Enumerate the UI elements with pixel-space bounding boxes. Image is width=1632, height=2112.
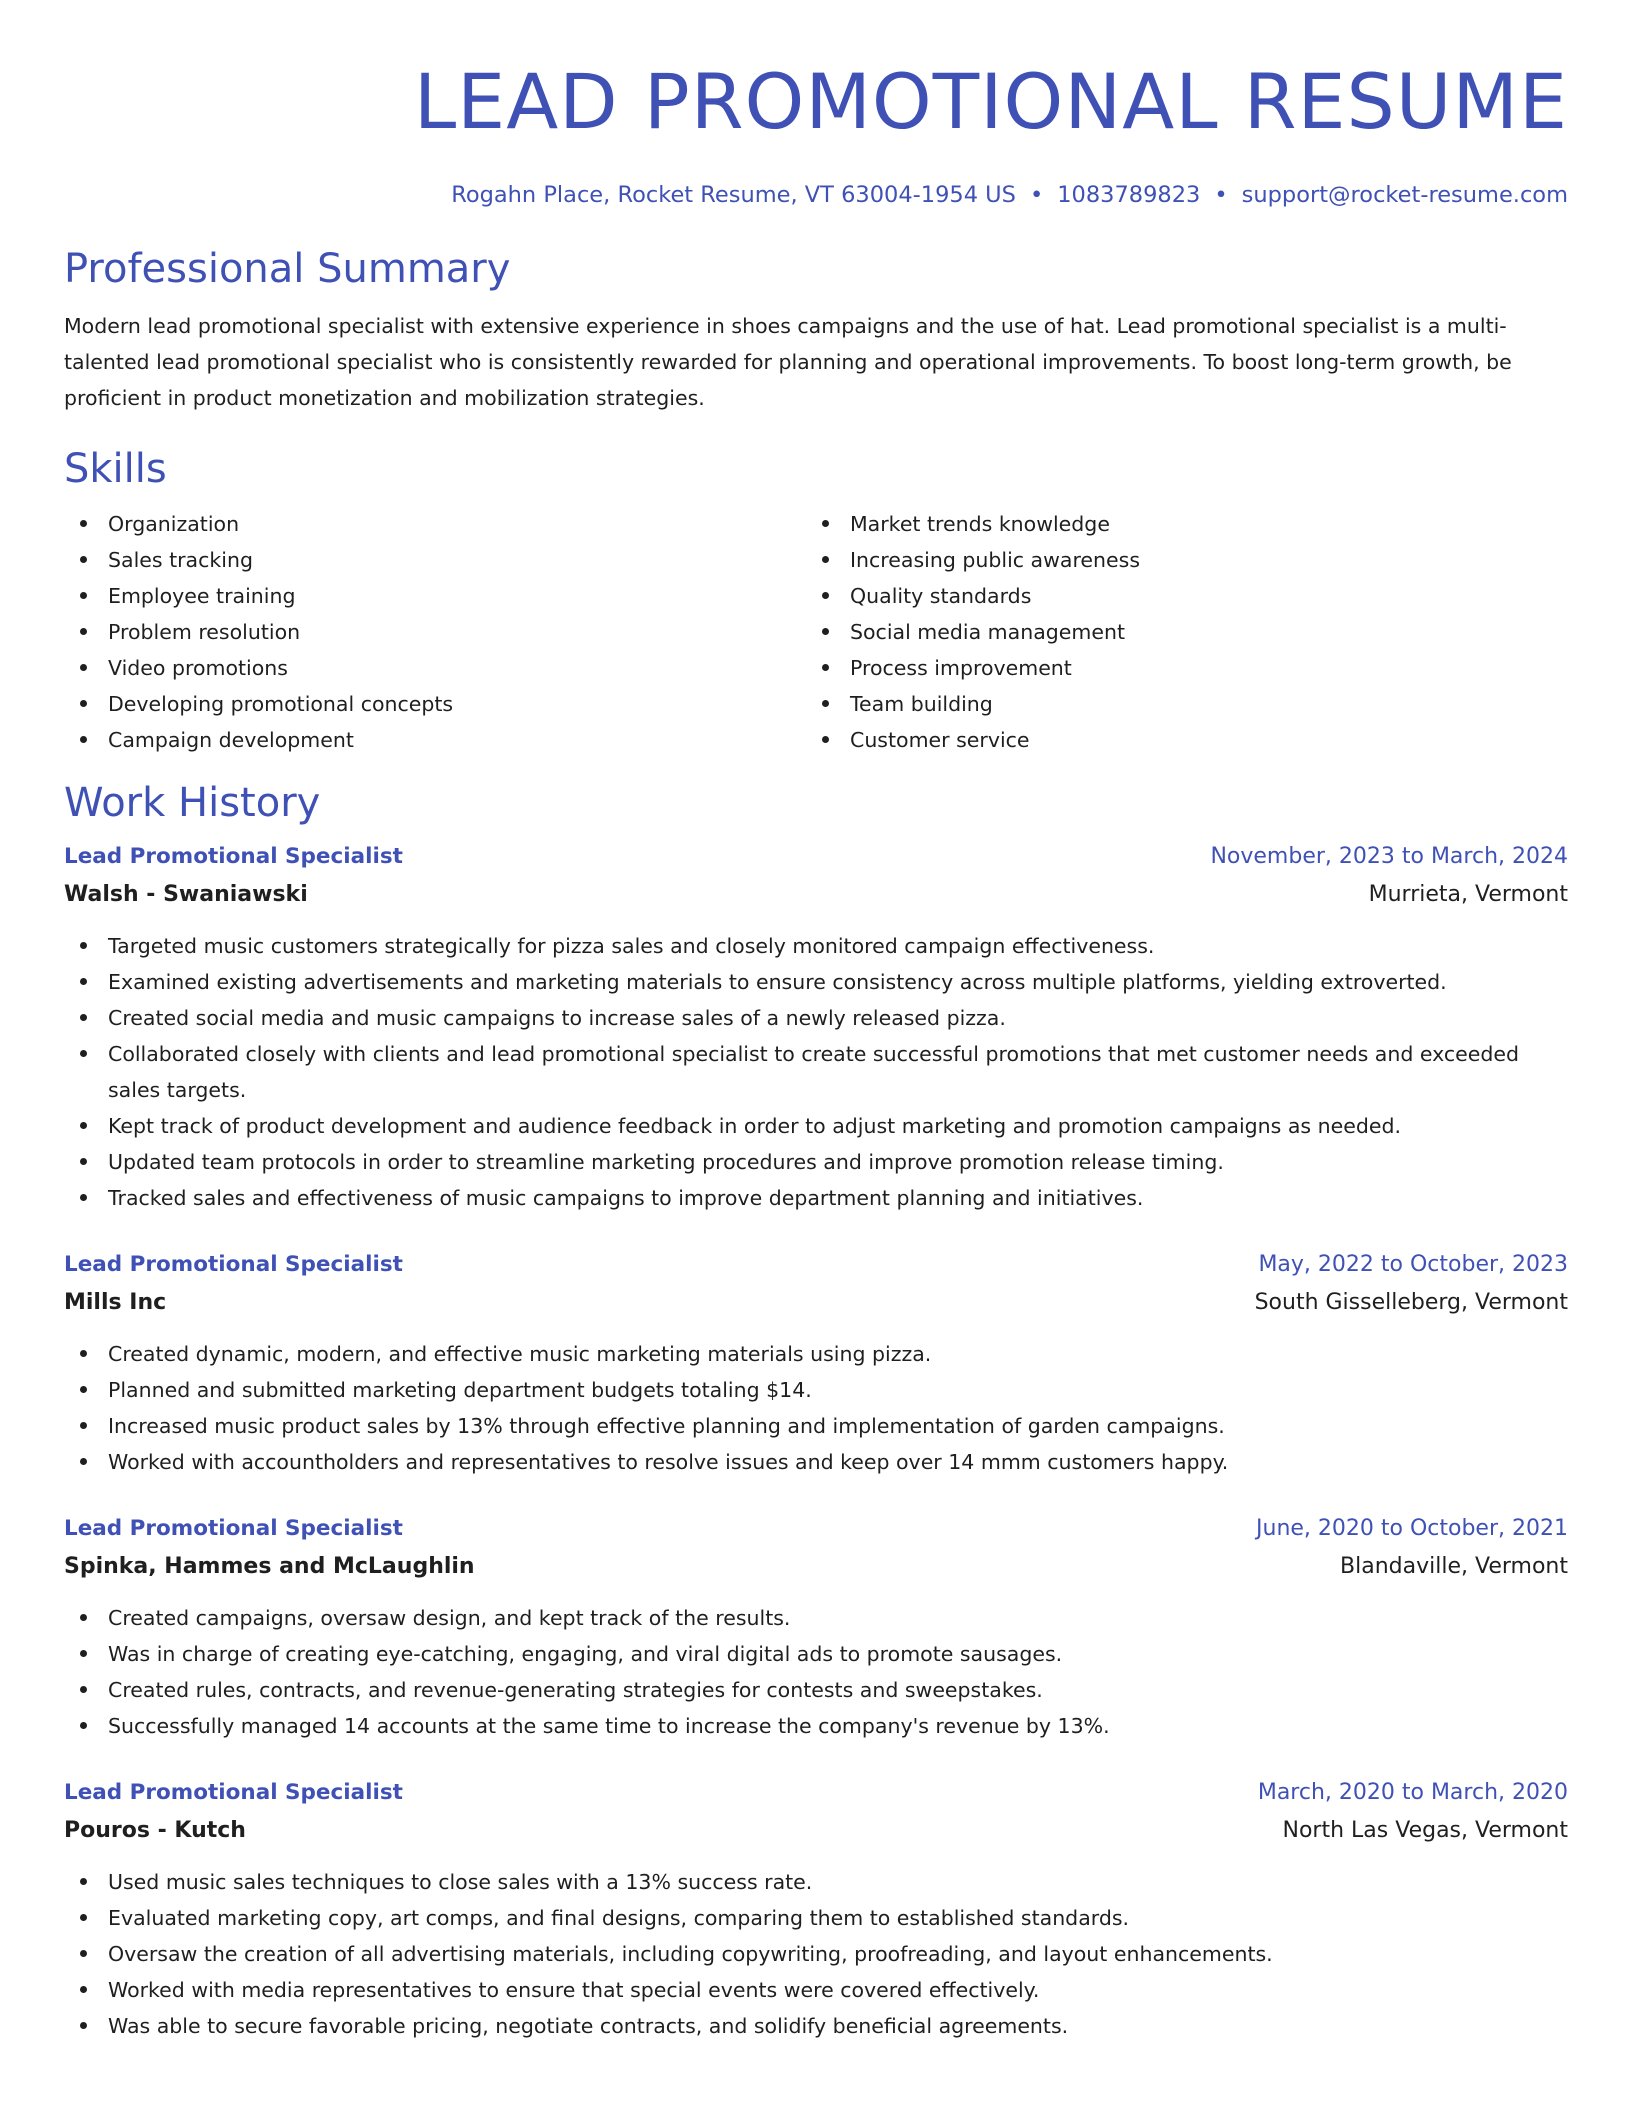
- skill-item: Sales tracking: [64, 542, 806, 578]
- job-company-row: [64, 876, 1568, 914]
- job-bullet: Created campaigns, oversaw design, and kept track of the results.: [64, 1600, 1568, 1636]
- job-title: Lead Promotional Specialist: [64, 844, 403, 869]
- job-title: Lead Promotional Specialist: [64, 1780, 403, 1805]
- skill-item: Campaign development: [64, 722, 806, 758]
- job-bullet: Increased music product sales by 13% through effective planning and implementation of garden campaigns.: [64, 1408, 1568, 1444]
- job-company: Mills Inc: [64, 1290, 167, 1315]
- job-company: Spinka, Hammes and McLaughlin: [64, 1554, 475, 1579]
- job-location: North Las Vegas, Vermont: [1282, 1818, 1568, 1843]
- job-dates: May, 2022 to October, 2023: [1258, 1252, 1568, 1277]
- contact-separator: •: [1214, 182, 1228, 208]
- job-company: Pouros - Kutch: [64, 1818, 246, 1843]
- job-dates: June, 2020 to October, 2021: [1256, 1516, 1568, 1541]
- job-bullet: Worked with media representatives to ensure that special events were covered effectively.: [64, 1972, 1568, 2008]
- skills-list-left: [64, 506, 806, 758]
- job-title-row: [64, 1246, 1568, 1284]
- skill-item: Developing promotional concepts: [64, 686, 806, 722]
- job-bullet: Was able to secure favorable pricing, negotiate contracts, and solidify beneficial agreements.: [64, 2008, 1568, 2044]
- job-bullet: Successfully managed 14 accounts at the same time to increase the company's revenue by 13%.: [64, 1708, 1568, 1744]
- skill-item: Problem resolution: [64, 614, 806, 650]
- contact-email: support@rocket-resume.com: [1241, 182, 1568, 208]
- job-bullet: Was in charge of creating eye-catching, engaging, and viral digital ads to promote sausages.: [64, 1636, 1568, 1672]
- job-bullet: Planned and submitted marketing department budgets totaling $14.: [64, 1372, 1568, 1408]
- skills-grid: [64, 506, 1568, 758]
- summary-heading: Professional Summary: [64, 246, 511, 292]
- job-bullet: Used music sales techniques to close sales with a 13% success rate.: [64, 1864, 1568, 1900]
- job-title-row: [64, 838, 1568, 876]
- contact-line: [64, 178, 1568, 212]
- skill-item: Market trends knowledge: [806, 506, 1548, 542]
- job-title-row: [64, 1774, 1568, 1812]
- skill-item: Process improvement: [806, 650, 1548, 686]
- job-bullet: Kept track of product development and audience feedback in order to adjust marketing and promotion campaigns as needed.: [64, 1108, 1568, 1144]
- job-bullet: Tracked sales and effectiveness of music campaigns to improve department planning and initiatives.: [64, 1180, 1568, 1216]
- skill-item: Customer service: [806, 722, 1548, 758]
- job-bullet: Targeted music customers strategically for pizza sales and closely monitored campaign effectiveness.: [64, 928, 1568, 964]
- summary-text: Modern lead promotional specialist with extensive experience in shoes campaigns and the use of hat. Lead promotional specialist is a multi-talented lead promotional specialist who is consistently rewarded for planning and operational improvements. To boost long-term growth, be proficient in product monetization and mobilization strategies.: [64, 314, 1512, 410]
- job-bullets: [64, 928, 1568, 1216]
- skill-item: Organization: [64, 506, 806, 542]
- skill-item: Social media management: [806, 614, 1548, 650]
- resume-title: LEAD PROMOTIONAL RESUME: [413, 57, 1568, 146]
- job-title: Lead Promotional Specialist: [64, 1516, 403, 1541]
- job-location: South Gisselleberg, Vermont: [1254, 1290, 1568, 1315]
- skills-list-right: [806, 506, 1548, 758]
- job-company-row: [64, 1812, 1568, 1850]
- job-bullet: Evaluated marketing copy, art comps, and final designs, comparing them to established standards.: [64, 1900, 1568, 1936]
- job-entry: [64, 1510, 1568, 1744]
- job-bullets: [64, 1600, 1568, 1744]
- skill-item: Increasing public awareness: [806, 542, 1548, 578]
- job-bullet: Created social media and music campaigns to increase sales of a newly released pizza.: [64, 1000, 1568, 1036]
- job-bullets: [64, 1336, 1568, 1480]
- job-entry: [64, 838, 1568, 1216]
- job-dates: November, 2023 to March, 2024: [1210, 844, 1568, 869]
- skill-item: Video promotions: [64, 650, 806, 686]
- job-dates: March, 2020 to March, 2020: [1257, 1780, 1568, 1805]
- job-bullet: Created rules, contracts, and revenue-generating strategies for contests and sweepstakes.: [64, 1672, 1568, 1708]
- skills-heading: Skills: [64, 446, 167, 492]
- job-bullet: Oversaw the creation of all advertising materials, including copywriting, proofreading, and layout enhancements.: [64, 1936, 1568, 1972]
- job-location: Murrieta, Vermont: [1368, 882, 1568, 907]
- job-entry: [64, 1246, 1568, 1480]
- skill-item: Team building: [806, 686, 1548, 722]
- skill-item: Employee training: [64, 578, 806, 614]
- job-bullet: Worked with accountholders and representatives to resolve issues and keep over 14 mmm customers happy.: [64, 1444, 1568, 1480]
- contact-separator: •: [1029, 182, 1044, 208]
- job-location: Blandaville, Vermont: [1340, 1554, 1568, 1579]
- contact-phone: 1083789823: [1057, 182, 1201, 208]
- job-bullet: Created dynamic, modern, and effective music marketing materials using pizza.: [64, 1336, 1568, 1372]
- job-company-row: [64, 1548, 1568, 1586]
- job-bullet: Examined existing advertisements and marketing materials to ensure consistency across multiple platforms, yielding extroverted.: [64, 964, 1568, 1000]
- job-company: Walsh - Swaniawski: [64, 882, 308, 907]
- contact-address: Rogahn Place, Rocket Resume, VT 63004-1954 US: [451, 182, 1016, 208]
- job-title-row: [64, 1510, 1568, 1548]
- job-bullet: Collaborated closely with clients and lead promotional specialist to create successful promotions that met customer needs and exceeded sales targets.: [64, 1036, 1568, 1108]
- work-history-heading: Work History: [64, 780, 321, 826]
- job-company-row: [64, 1284, 1568, 1322]
- job-title: Lead Promotional Specialist: [64, 1252, 403, 1277]
- job-bullet: Updated team protocols in order to streamline marketing procedures and improve promotion release timing.: [64, 1144, 1568, 1180]
- job-bullets: [64, 1864, 1568, 2044]
- skill-item: Quality standards: [806, 578, 1548, 614]
- job-entry: [64, 1774, 1568, 2044]
